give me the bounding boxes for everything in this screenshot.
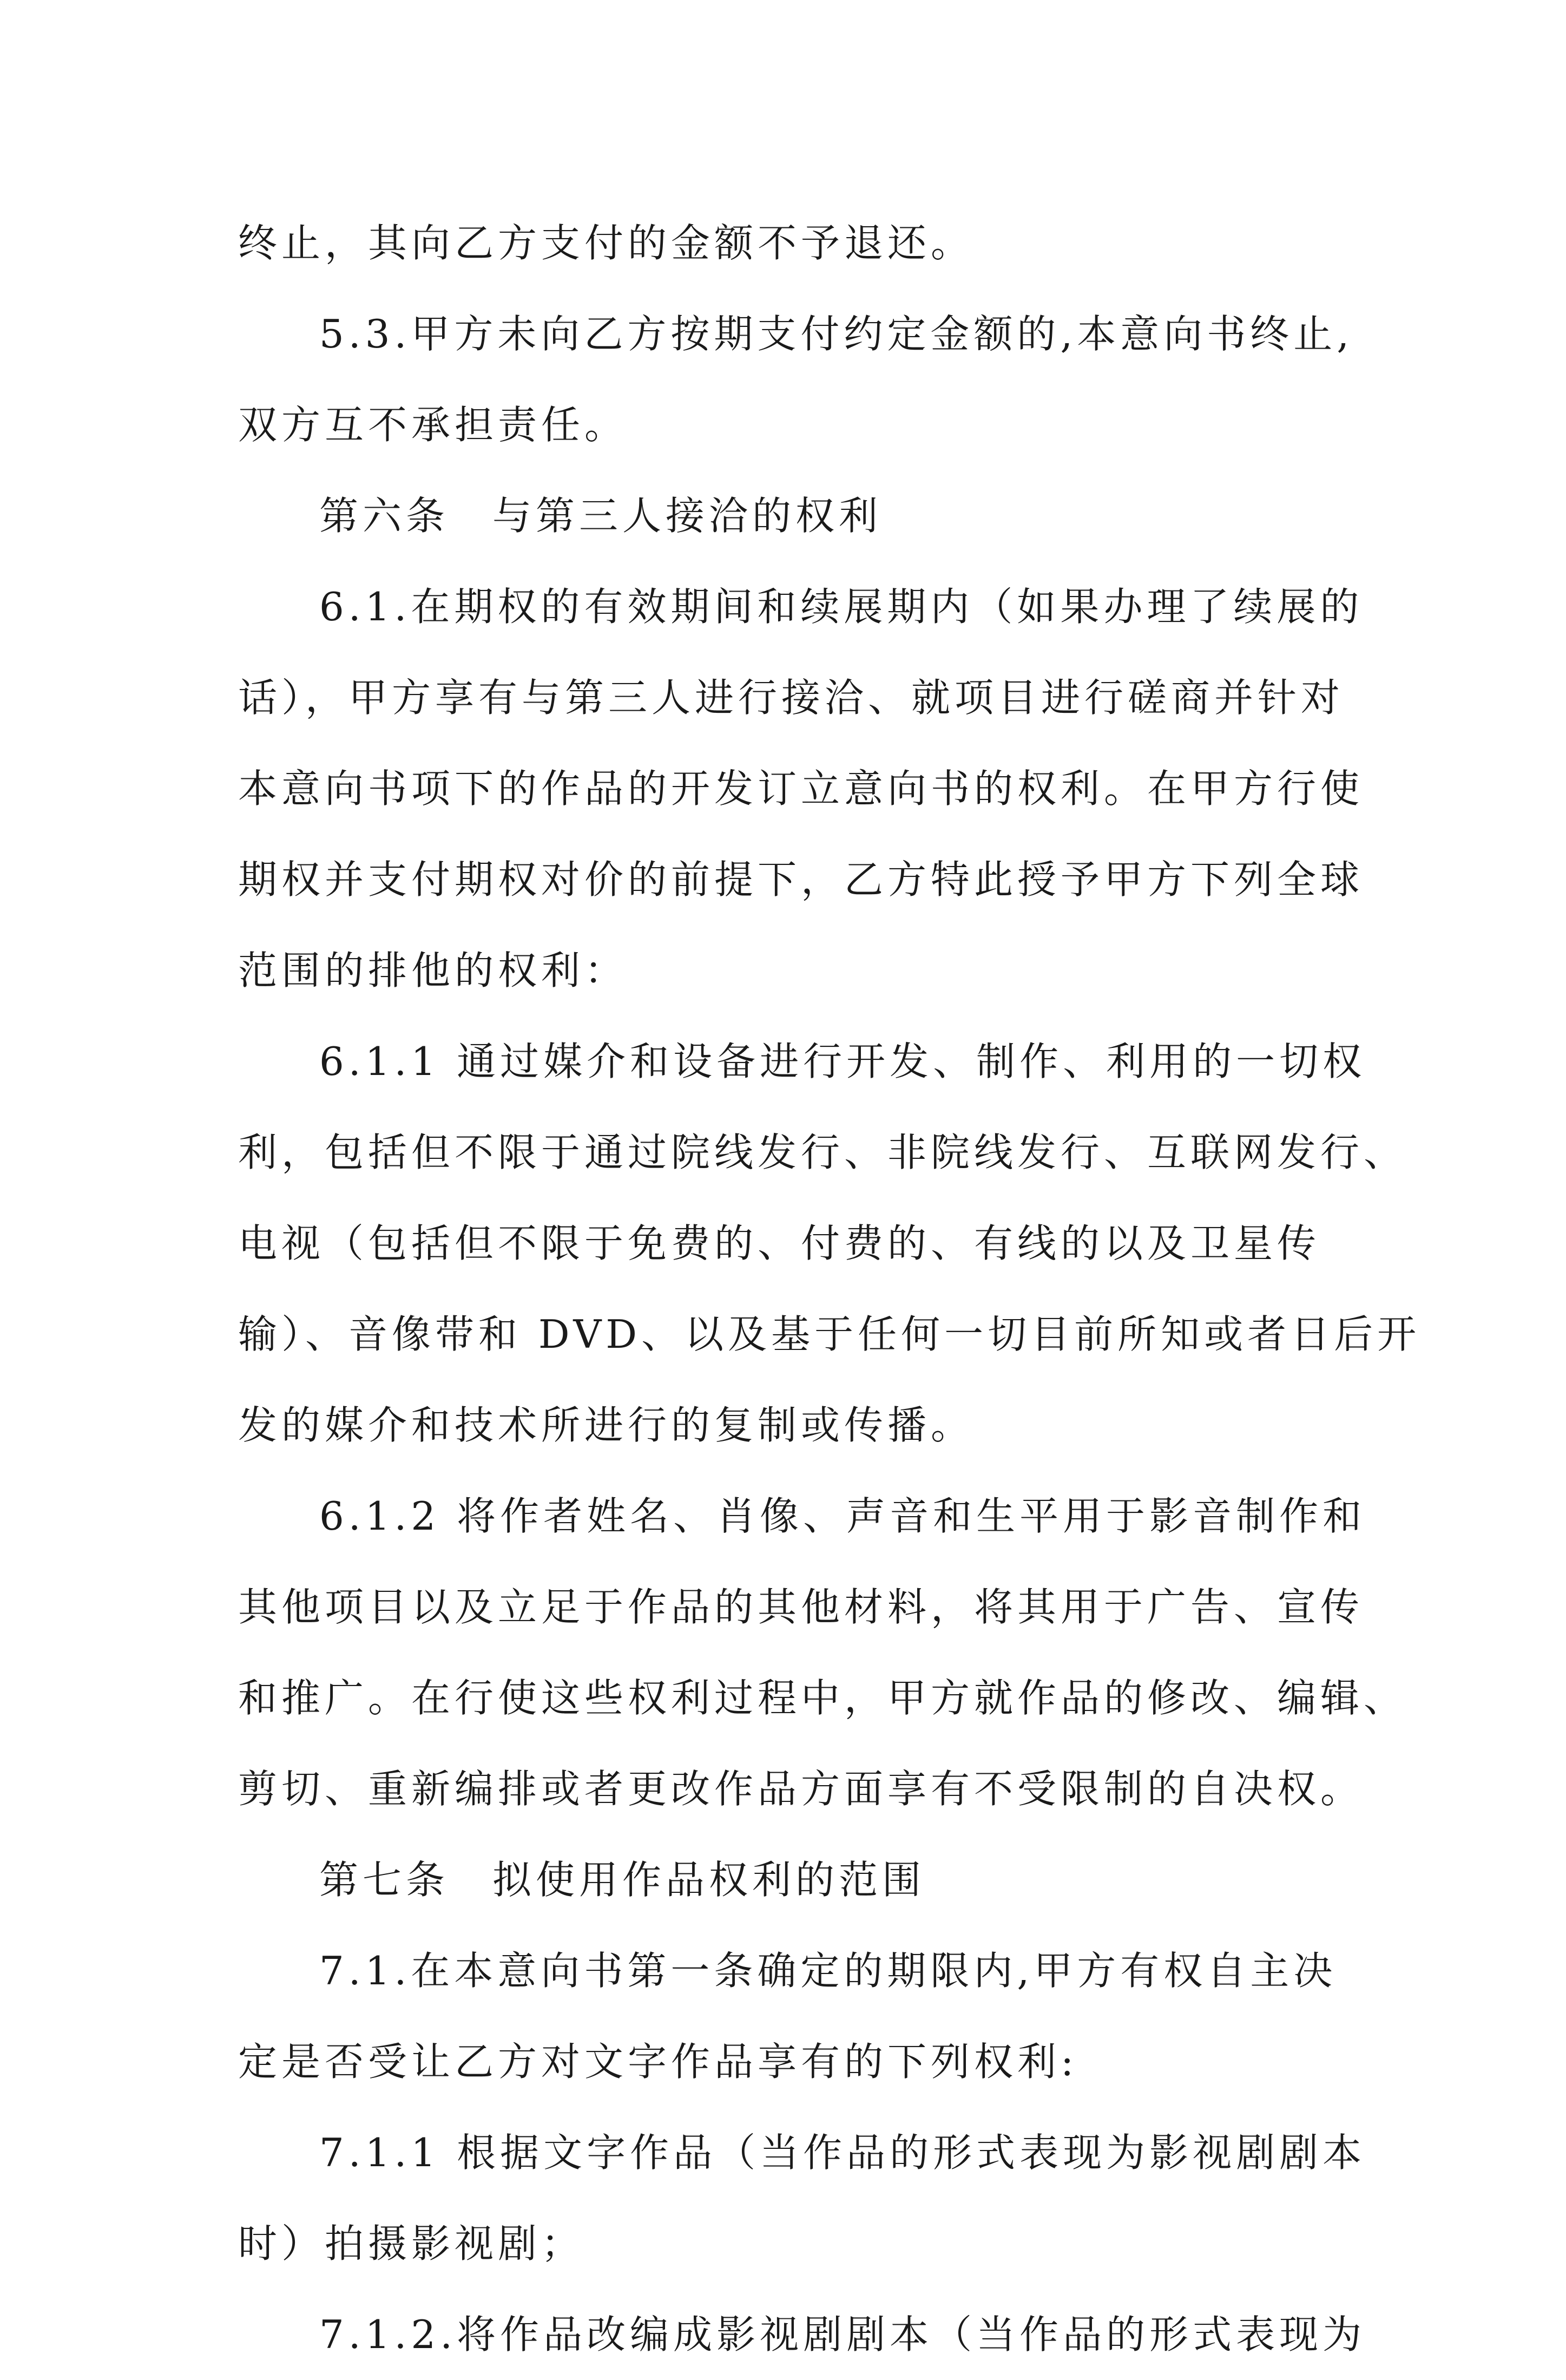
text-line: 时）拍摄影视剧； <box>238 2221 585 2266</box>
document-body <box>238 198 1421 2380</box>
text-line: 7.1.在本意向书第一条确定的期限内,甲方有权自主决 <box>319 1948 1337 1994</box>
text-line: 期权并支付期权对价的前提下，乙方特此授予甲方下列全球 <box>238 857 1364 902</box>
text-line: 6.1.2 将作者姓名、肖像、声音和生平用于影音制作和 <box>319 1493 1366 1539</box>
text-line: 话），甲方享有与第三人进行接洽、就项目进行磋商并针对 <box>238 675 1345 720</box>
text-line: 7.1.1 根据文字作品（当作品的形式表现为影视剧剧本 <box>319 2130 1366 2175</box>
text-line: 和推广。在行使这些权利过程中，甲方就作品的修改、编辑、 <box>238 1675 1407 1721</box>
section-heading: 第七条 拟使用作品权利的范围 <box>319 1857 926 1903</box>
text-line: 剪切、重新编排或者更改作品方面享有不受限制的自决权。 <box>238 1766 1364 1812</box>
text-line: 7.1.2.将作品改编成影视剧剧本（当作品的形式表现为 <box>319 2312 1366 2357</box>
text-line: 6.1.1 通过媒介和设备进行开发、制作、利用的一切权 <box>319 1039 1366 1084</box>
text-line: 双方互不承担责任。 <box>238 402 628 448</box>
text-line: 范围的排他的权利： <box>238 948 628 993</box>
text-line: 6.1.在期权的有效期间和续展期内（如果办理了续展的 <box>319 584 1364 630</box>
text-line: 本意向书项下的作品的开发订立意向书的权利。在甲方行使 <box>238 766 1364 811</box>
text-line: 终止，其向乙方支付的金额不予退还。 <box>238 220 975 266</box>
text-line: 其他项目以及立足于作品的其他材料，将其用于广告、宣传 <box>238 1584 1364 1630</box>
text-line: 利，包括但不限于通过院线发行、非院线发行、互联网发行、 <box>238 1130 1407 1175</box>
text-line: 输）、音像带和 DVD、以及基于任何一切目前所知或者日后开 <box>238 1312 1421 1357</box>
text-line: 电视（包括但不限于免费的、付费的、有线的以及卫星传 <box>238 1221 1321 1266</box>
text-line: 发的媒介和技术所进行的复制或传播。 <box>238 1402 975 1448</box>
text-line: 定是否受让乙方对文字作品享有的下列权利: <box>238 2039 1078 2084</box>
text-line: 5.3.甲方未向乙方按期支付约定金额的,本意向书终止, <box>319 311 1354 357</box>
section-heading: 第六条 与第三人接洽的权利 <box>319 493 883 539</box>
